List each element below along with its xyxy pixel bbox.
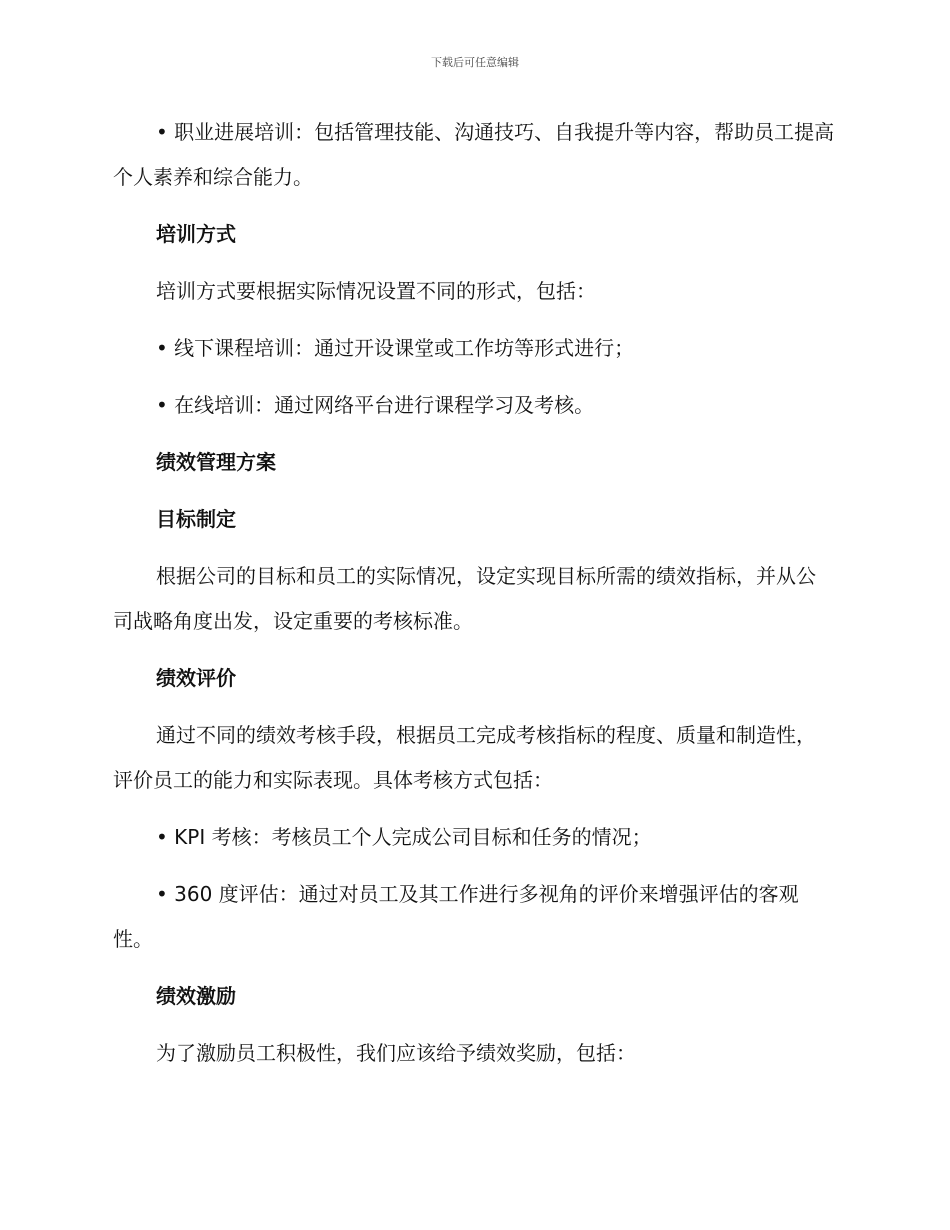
bullet-online-training: • 在线培训：通过网络平台进行课程学习及考核。 — [156, 393, 595, 417]
page-header-note: 下载后可任意编辑 — [431, 56, 519, 69]
paragraph-goal-setting: 根据公司的目标和员工的实际情况，设定实现目标所需的绩效指标，并从公司战略角度出发，设定重要的考核标准。 — [113, 564, 816, 633]
heading-goal-setting: 目标制定 — [156, 507, 236, 531]
heading-performance-evaluation: 绩效评价 — [156, 666, 236, 690]
heading-performance-management: 绩效管理方案 — [156, 450, 276, 474]
paragraph-performance-incentives: 为了激励员工积极性，我们应该给予绩效奖励，包括： — [156, 1041, 636, 1065]
bullet-360-evaluation: • 360 度评估：通过对员工及其工作进行多视角的评价来增强评估的客观性。 — [113, 882, 799, 951]
bullet-offline-training: • 线下课程培训：通过开设课堂或工作坊等形式进行； — [156, 336, 635, 360]
paragraph-performance-evaluation: 通过不同的绩效考核手段，根据员工完成考核指标的程度、质量和制造性，评价员工的能力和实际表现。具体考核方式包括： — [113, 723, 816, 792]
bullet-kpi-assessment: • KPI 考核：考核员工个人完成公司目标和任务的情况； — [156, 825, 652, 849]
paragraph-training-methods-intro: 培训方式要根据实际情况设置不同的形式，包括： — [156, 279, 596, 303]
heading-training-methods: 培训方式 — [156, 222, 236, 246]
bullet-career-training: • 职业进展培训：包括管理技能、沟通技巧、自我提升等内容，帮助员工提高个人素养和综合能力。 — [113, 120, 835, 189]
heading-performance-incentives: 绩效激励 — [156, 984, 236, 1008]
document-body — [113, 110, 835, 1088]
